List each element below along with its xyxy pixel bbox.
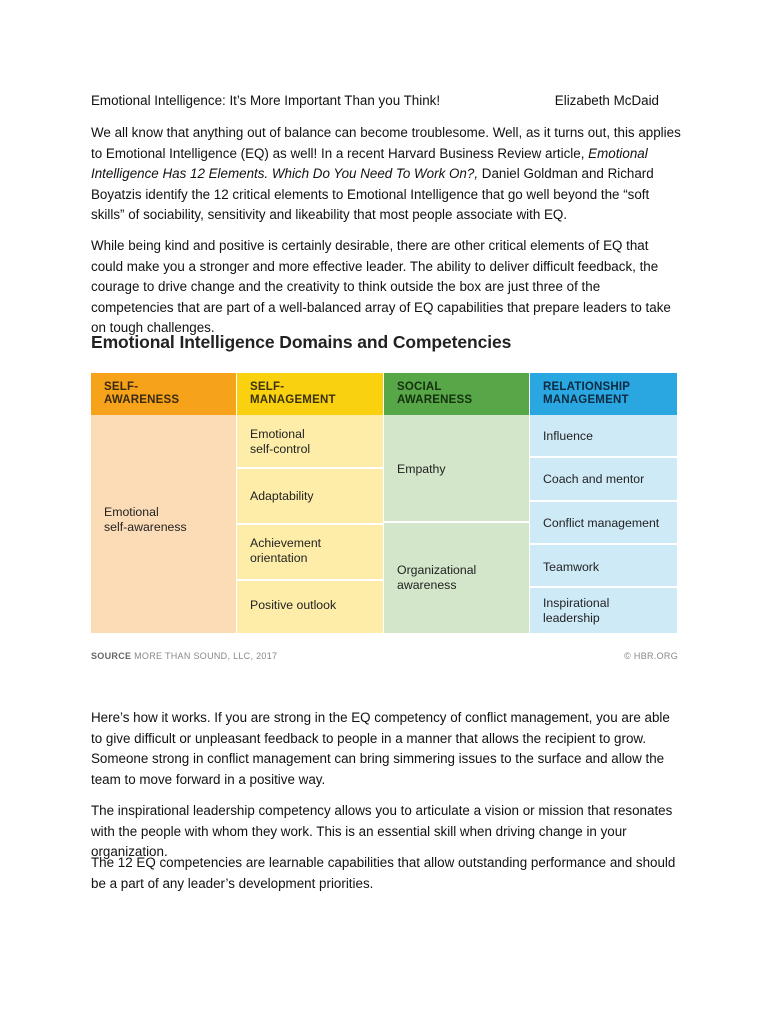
body-social-awareness <box>384 415 529 633</box>
body-self-management <box>237 415 383 633</box>
figure-source: SOURCE MORE THAN SOUND, LLC, 2017 <box>91 651 278 661</box>
header-relationship-management: RELATIONSHIP MANAGEMENT <box>530 373 677 415</box>
document-title: Emotional Intelligence: It’s More Important Than you Think! <box>91 93 441 108</box>
paragraph-how-it-works: Here’s how it works. If you are strong in the EQ competency of conflict management, you are able to give difficult or unpleasant feedback to people in a manner that allows the recipient to grow. Someone strong in conflict management can bring simmering issues to the surface and allow the team to move forward in a positive way. <box>91 710 670 787</box>
figure-credit: © HBR.ORG <box>624 651 678 661</box>
divider <box>237 579 383 581</box>
column-social-awareness <box>384 373 529 633</box>
body-relationship-management <box>530 415 677 633</box>
paragraph-balance: While being kind and positive is certainly desirable, there are other critical elements of EQ that could make you a stronger and more effective leader. The ability to deliver difficult feedback, the courage to drive change and the creativity to think outside the box are just three of the competencies that are part of a well-balanced array of EQ capabilities that prepare leaders to take on tough challenges. <box>91 238 671 335</box>
intro-text-a: We all know that anything out of balance can become troublesome. Well, as it turns out, this applies to Emotional Intelligence (EQ) as well! In a recent Harvard Business Review article, <box>91 125 681 161</box>
competency-grid <box>91 373 677 633</box>
header-self-management: SELF- MANAGEMENT <box>237 373 383 415</box>
competency-coach-and-mentor: Coach and mentor <box>543 472 645 486</box>
competency-organizational-awareness: Organizational awareness <box>397 563 477 592</box>
eq-figure <box>91 326 678 676</box>
document-header <box>91 93 681 113</box>
competency-achievement-orientation: Achievement orientation <box>250 536 322 565</box>
divider <box>237 523 383 525</box>
divider <box>530 500 677 502</box>
header-social-awareness: SOCIAL AWARENESS <box>384 373 529 415</box>
competency-adaptability: Adaptability <box>250 489 314 503</box>
divider <box>530 543 677 545</box>
body-self-awareness <box>91 415 236 633</box>
competency-teamwork: Teamwork <box>543 560 600 574</box>
author-name: Elizabeth McDaid <box>554 93 659 108</box>
divider <box>530 586 677 588</box>
column-self-management <box>237 373 383 633</box>
competency-emotional-self-awareness: Emotional self-awareness <box>104 505 187 534</box>
competency-influence: Influence <box>543 429 593 443</box>
header-self-awareness: SELF- AWARENESS <box>91 373 236 415</box>
paragraph-inspirational: The inspirational leadership competency allows you to articulate a vision or mission that resonates with the people with whom they work. This is an essential skill when driving change in your organization. <box>91 803 673 859</box>
column-relationship-management <box>530 373 677 633</box>
divider <box>237 467 383 469</box>
figure-title: Emotional Intelligence Domains and Competencies <box>91 332 512 352</box>
competency-conflict-management: Conflict management <box>543 516 660 530</box>
intro-text-b: Daniel Goldman and Richard Boyatzis identify the 12 critical elements to Emotional Intelligence that go well beyond the “soft skills” of sociability, sensitivity and likeability that most people associate with EQ. <box>91 166 654 222</box>
competency-inspirational-leadership: Inspirational leadership <box>543 596 610 625</box>
competency-positive-outlook: Positive outlook <box>250 598 337 612</box>
paragraph-conclusion: The 12 EQ competencies are learnable capabilities that allow outstanding performance and should be a part of any leader’s development priorities. <box>91 855 676 891</box>
paragraph-intro <box>91 123 681 226</box>
article-title: Emotional Intelligence Has 12 Elements. Which Do You Need To Work On?, <box>91 145 648 181</box>
competency-empathy: Empathy <box>397 462 446 476</box>
divider <box>384 521 529 523</box>
competency-emotional-self-control: Emotional self-control <box>250 427 311 456</box>
divider <box>530 456 677 458</box>
column-self-awareness <box>91 373 236 633</box>
